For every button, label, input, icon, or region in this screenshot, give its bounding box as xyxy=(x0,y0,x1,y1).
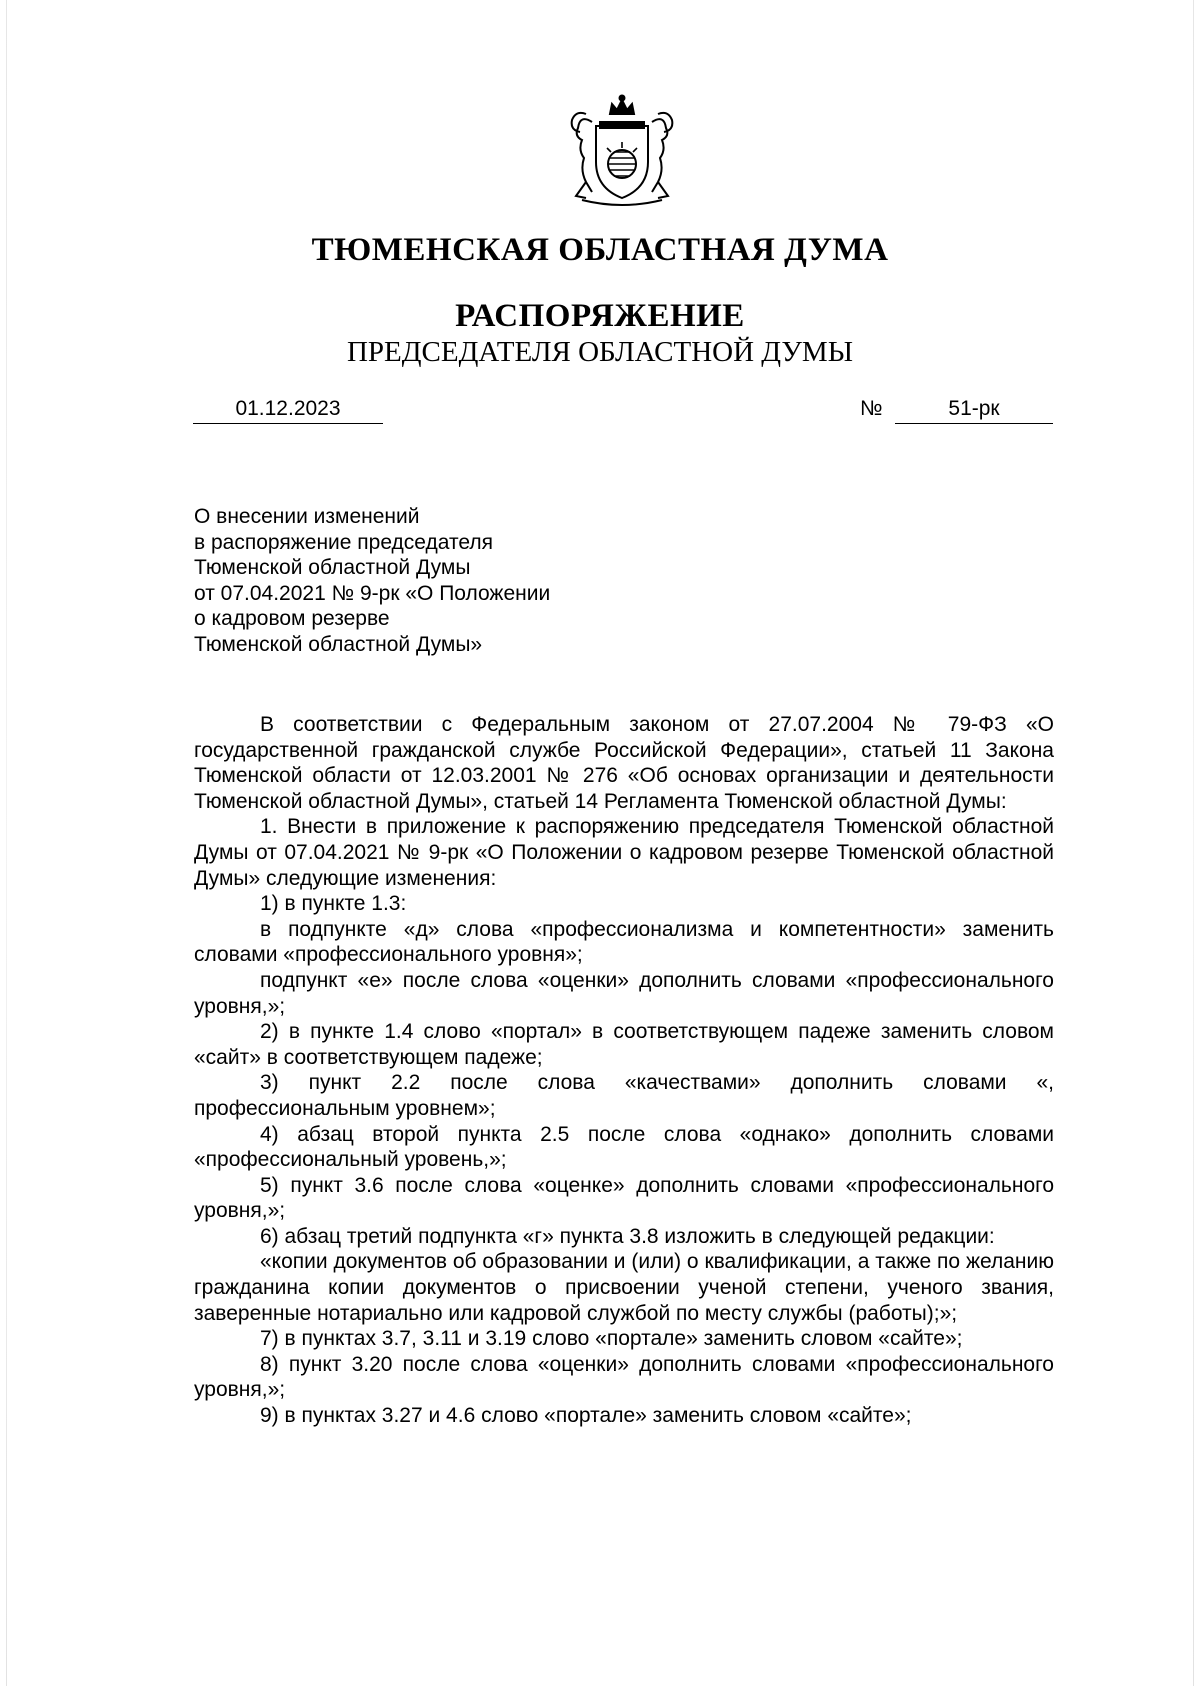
subject-line: в распоряжение председателя xyxy=(194,530,493,554)
body-paragraph: 3) пункт 2.2 после слова «качествами» дополнить словами «, профессиональным уровнем»; xyxy=(194,1071,1054,1120)
body-paragraph: «копии документов об образовании и (или) о квалификации, а также по желанию гражданина копии документов о присвоении ученой степени, ученого звания, заверенные нотариально или кадровой службой по месту службы (работы);»; xyxy=(194,1250,1054,1325)
coat-of-arms-icon xyxy=(552,92,692,212)
document-subtype: ПРЕДСЕДАТЕЛЯ ОБЛАСТНОЙ ДУМЫ xyxy=(346,336,854,368)
document-date: 01.12.2023 xyxy=(193,397,383,424)
number-sign: № xyxy=(860,397,883,420)
document-body xyxy=(194,712,1054,1429)
body-paragraph: 1. Внести в приложение к распоряжению председателя Тюменской областной Думы от 07.04.2021 № 9-рк «О Положении о кадровом резерве Тюменской областной Думы» следующие изменения: xyxy=(194,815,1054,890)
organization-title: ТЮМЕНСКАЯ ОБЛАСТНАЯ ДУМА xyxy=(311,232,889,268)
body-paragraph: 8) пункт 3.20 после слова «оценки» дополнить словами «профессионального уровня,»; xyxy=(194,1352,1054,1402)
subject-line: Тюменской областной Думы» xyxy=(194,632,483,656)
body-paragraph: в подпункте «д» слова «профессионализма и компетентности» заменить словами «профессионального уровня»; xyxy=(194,917,1054,967)
body-paragraph: 7) в пунктах 3.7, 3.11 и 3.19 слово «портале» заменить словом «сайте»; xyxy=(260,1327,963,1351)
document-subject xyxy=(194,504,550,657)
document-number: 51-рк xyxy=(895,397,1053,424)
subject-line: о кадровом резерве xyxy=(194,607,390,630)
body-paragraph: 5) пункт 3.6 после слова «оценке» дополнить словами «профессионального уровня,»; xyxy=(194,1173,1054,1223)
body-paragraph: 1) в пункте 1.3: xyxy=(260,892,407,916)
body-paragraph: 6) абзац третий подпункта «г» пункта 3.8 изложить в следующей редакции: xyxy=(260,1224,995,1248)
subject-line: Тюменской областной Думы xyxy=(194,556,471,579)
subject-line: О внесении изменений xyxy=(194,505,420,528)
body-paragraph: подпункт «е» после слова «оценки» дополнить словами «профессионального уровня,»; xyxy=(194,968,1054,1018)
body-paragraph: 4) абзац второй пункта 2.5 после слова «однако» дополнить словами «профессиональный уровень,»; xyxy=(194,1122,1054,1172)
body-paragraph: В соответствии с Федеральным законом от 27.07.2004 № 79-ФЗ «О государственной гражданской службе Российской Федерации», статьей 11 Закона Тюменской области от 12.03.2001 № 276 «Об основах организации и деятельности Тюменской областной Думы», статьей 14 Регламента Тюменской областной Думы: xyxy=(194,713,1054,813)
document-type: РАСПОРЯЖЕНИЕ xyxy=(455,298,745,334)
body-paragraph: 9) в пунктах 3.27 и 4.6 слово «портале» заменить словом «сайте»; xyxy=(260,1404,912,1428)
body-paragraph: 2) в пункте 1.4 слово «портал» в соответствующем падеже заменить словом «сайт» в соответствующем падеже; xyxy=(194,1020,1054,1069)
subject-line: от 07.04.2021 № 9-рк «О Положении xyxy=(194,581,551,605)
